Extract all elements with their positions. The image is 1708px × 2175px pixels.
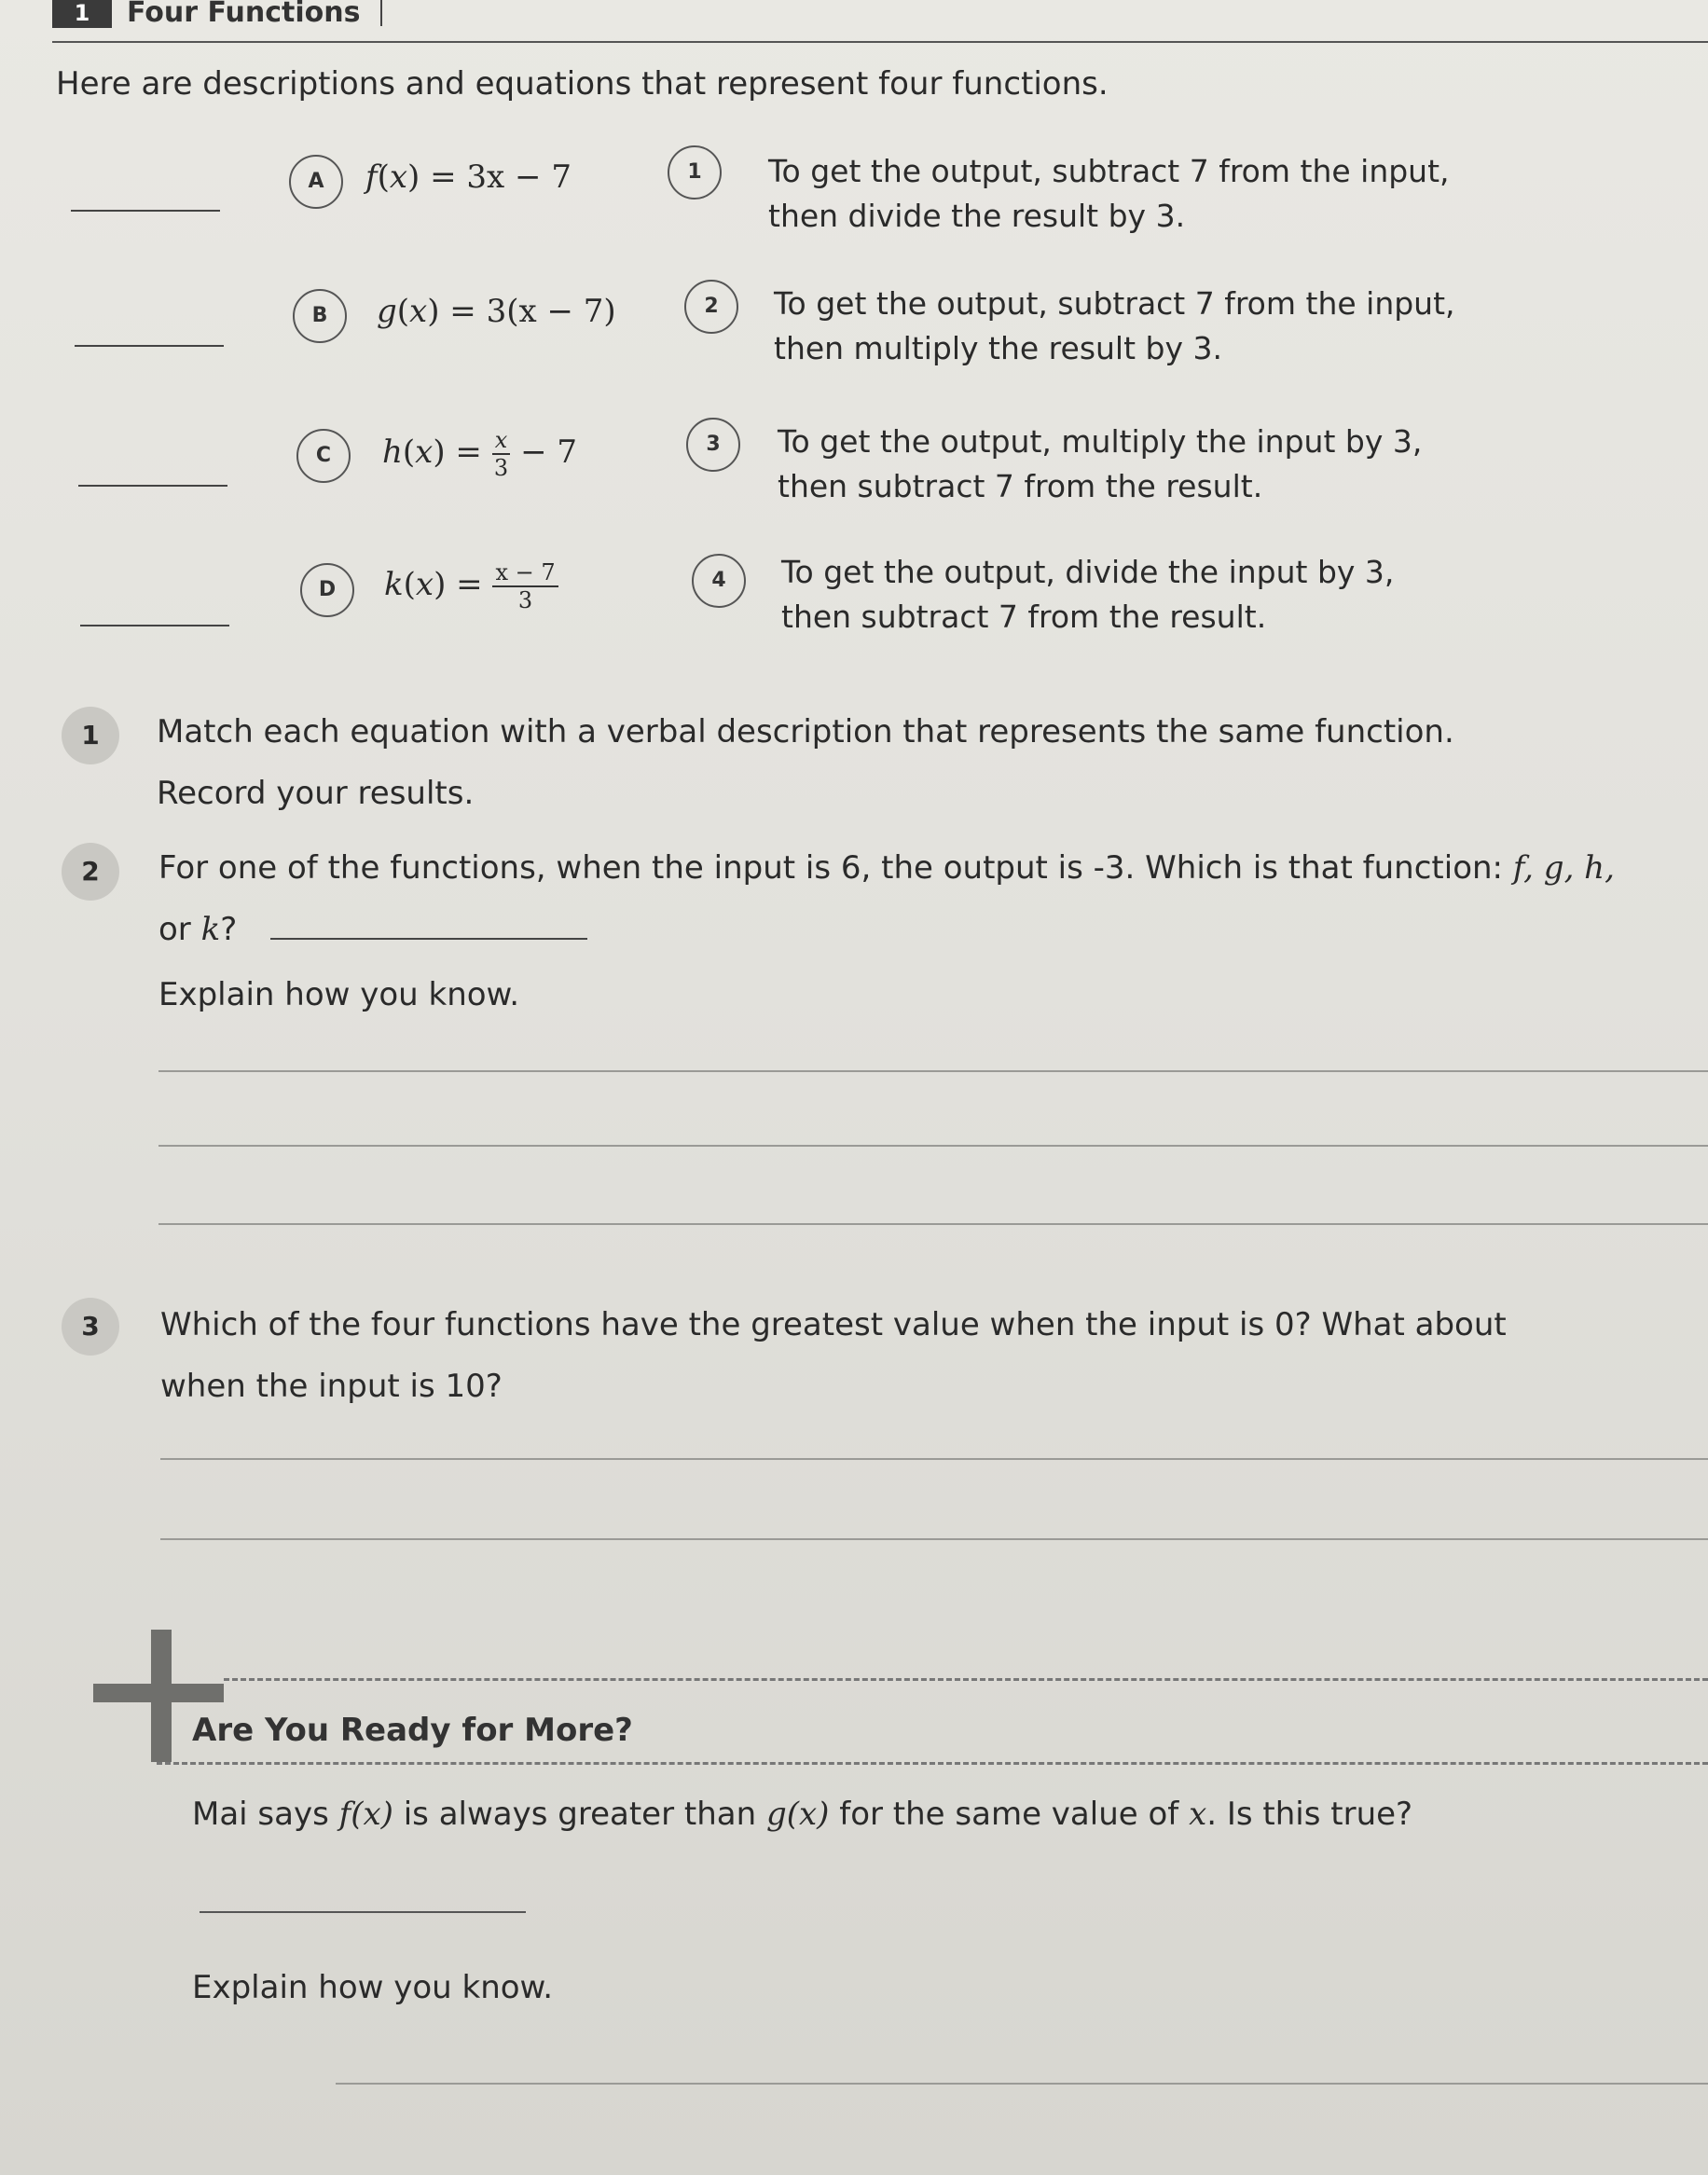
lesson-number-badge: 1 [52, 0, 112, 28]
question-2-line2: or k? [158, 899, 1615, 960]
match-blank-b[interactable] [75, 345, 224, 347]
answer-line[interactable] [336, 2083, 1708, 2085]
answer-line[interactable] [158, 1070, 1708, 1072]
answer-line[interactable] [160, 1458, 1708, 1460]
question-2-answer-blank[interactable] [270, 936, 587, 940]
equation-c-fraction: $\frac{x}{3}$ [492, 429, 511, 479]
equation-c: h(x) = $\frac{x}{3}$ − 7 [382, 427, 578, 481]
description-1-line1: To get the output, subtract 7 from the input, [768, 153, 1450, 189]
description-4-line2: then subtract 7 from the result. [781, 599, 1267, 635]
dashed-divider-bottom [157, 1762, 1708, 1765]
equation-a-rhs: = 3x − 7 [430, 158, 572, 196]
equation-d-fraction: $\frac{x - 7}{3}$ [492, 561, 558, 612]
dashed-divider-top [224, 1678, 1708, 1681]
lesson-title: Four Functions [127, 0, 361, 29]
equation-a-name: f [365, 158, 378, 196]
desc-circle-4: 4 [692, 554, 746, 608]
equation-d: k(x) = $\frac{x - 7}{3}$ [384, 561, 558, 612]
answer-line[interactable] [158, 1145, 1708, 1147]
letter-circle-b: B [293, 289, 347, 343]
question-3-line2: when the input is 10? [160, 1368, 503, 1405]
description-3 [778, 420, 1422, 509]
description-2 [774, 282, 1455, 371]
intro-text: Here are descriptions and equations that represent four functions. [56, 65, 1109, 103]
desc-circle-1: 1 [668, 145, 722, 200]
question-3-text [160, 1294, 1507, 1417]
question-2-number: 2 [62, 843, 119, 901]
letter-circle-d: D [300, 563, 354, 617]
equation-b: g(x) = 3(x − 7) [377, 293, 616, 330]
question-2-explain: Explain how you know. [158, 976, 520, 1013]
header-rule [52, 41, 1708, 43]
question-1-line2: Record your results. [157, 775, 475, 812]
desc-circle-2: 2 [684, 280, 738, 334]
question-2-line1: For one of the functions, when the input is 6, the output is -3. Which is that function: f, g, h, [158, 849, 1615, 887]
question-1-line1: Match each equation with a verbal description that represents the same function. [157, 713, 1454, 750]
question-3-number: 3 [62, 1298, 119, 1356]
question-1-text [157, 701, 1454, 824]
description-2-line2: then multiply the result by 3. [774, 330, 1222, 366]
equation-b-rhs: = 3(x − 7) [449, 293, 616, 330]
letter-circle-c: C [296, 429, 351, 483]
answer-line[interactable] [160, 1538, 1708, 1540]
equation-c-name: h [382, 434, 403, 471]
answer-line[interactable] [158, 1223, 1708, 1225]
description-3-line2: then subtract 7 from the result. [778, 468, 1263, 504]
more-explain-text: Explain how you know. [192, 1969, 554, 2006]
header-divider [380, 0, 382, 26]
equation-b-name: g [377, 293, 397, 330]
question-3-line1: Which of the four functions have the greatest value when the input is 0? What about [160, 1306, 1507, 1343]
question-2-text [158, 837, 1615, 960]
equation-c-tail: − 7 [520, 434, 578, 471]
description-2-line1: To get the output, subtract 7 from the input, [774, 285, 1455, 322]
letter-circle-a: A [289, 155, 343, 209]
more-section-question: Mai says f(x) is always greater than g(x) for the same value of x. Is this true? [192, 1796, 1413, 1833]
match-blank-a[interactable] [71, 210, 220, 212]
description-1 [768, 149, 1450, 239]
description-1-line2: then divide the result by 3. [768, 198, 1186, 234]
match-blank-d[interactable] [80, 625, 229, 626]
plus-icon-bar [93, 1684, 224, 1702]
description-4-line1: To get the output, divide the input by 3, [781, 554, 1395, 590]
equation-a: f(x) = 3x − 7 [365, 158, 572, 196]
description-4 [781, 550, 1394, 640]
more-answer-blank[interactable] [200, 1911, 526, 1913]
description-3-line1: To get the output, multiply the input by 3, [778, 423, 1423, 460]
equation-d-name: k [384, 566, 404, 603]
desc-circle-3: 3 [686, 418, 740, 472]
match-blank-c[interactable] [78, 485, 227, 487]
question-1-number: 1 [62, 707, 119, 764]
more-section-title: Are You Ready for More? [192, 1712, 633, 1749]
